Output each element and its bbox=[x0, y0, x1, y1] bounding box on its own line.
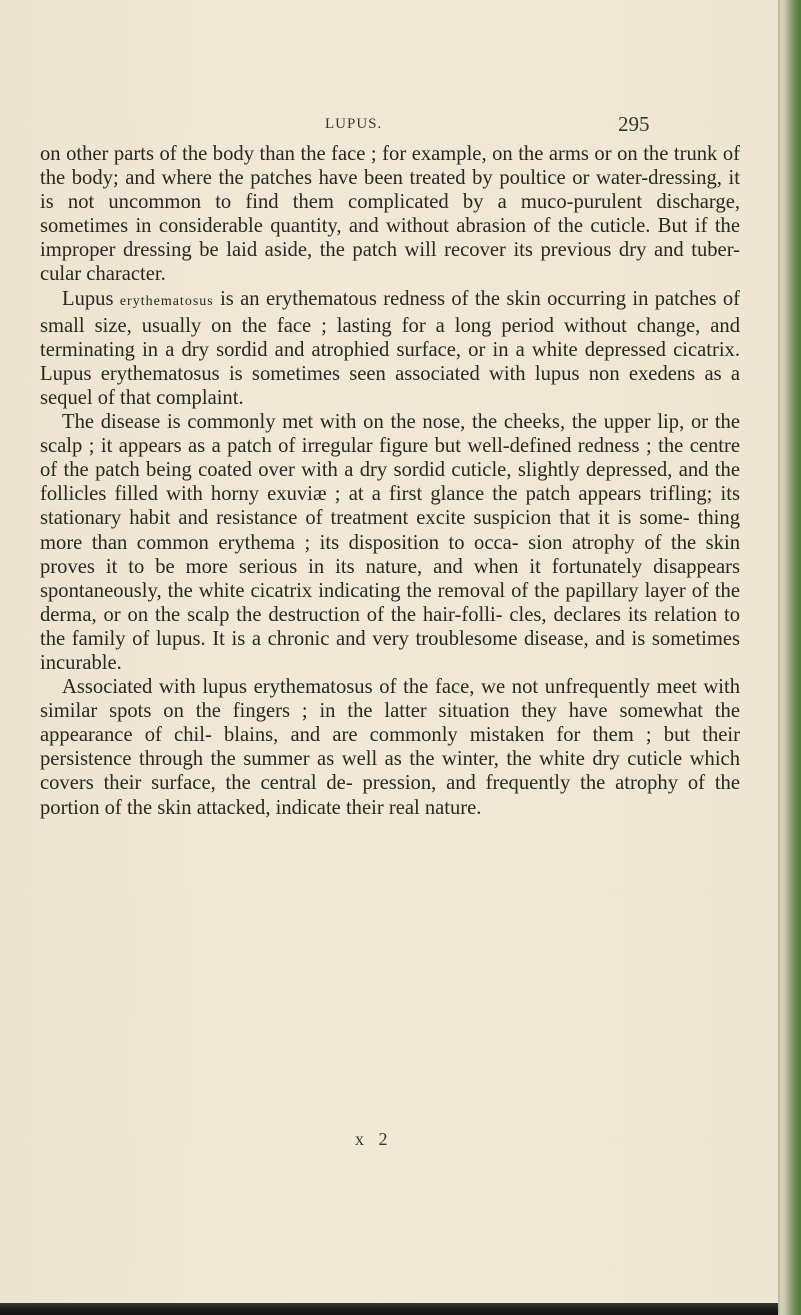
paragraph-4: Associated with lupus erythematosus of the face, we not unfrequently meet with similar spots on the fingers ; in the latter situation they have somewhat the appearance of chil- blains, and are commonly mistaken for them ; but their persistence through the summer as well as the winter, the white dry cuticle which covers their surface, the central de- pression, and frequently the atrophy of the portion of the skin attacked, indicate their real nature. bbox=[40, 676, 740, 819]
body-text bbox=[40, 142, 740, 820]
page-bottom-edge bbox=[0, 1303, 778, 1315]
paragraph-2 bbox=[40, 287, 740, 410]
page-number: 295 bbox=[618, 112, 650, 136]
running-head-title: LUPUS. bbox=[325, 116, 383, 132]
paragraph-3: The disease is commonly met with on the nose, the cheeks, the upper lip, or the scalp ; it appears as a patch of irregular figure but well-defined redness ; the centre of the patch being coated over with a dry sordid cuticle, slightly depressed, and the follicles filled with horny exuviæ ; at a first glance the patch appears trifling; its stationary habit and resistance of treatment excite suspicion that it is some- thing more than common erythema ; its disposition to occa- sion atrophy of the skin proves it to be more serious in its nature, and when it fortunately disappears spontaneously, the white cicatrix indicating the removal of the papillary layer of the derma, or on the scalp the destruction of the hair-folli- cles, declares its relation to the family of lupus. It is a chronic and very troublesome disease, and is sometimes incurable. bbox=[40, 411, 740, 674]
paragraph-2-text: is an erythematous redness of the skin occurring in patches of small size, usually on the face ; lasting for a long period without change, and terminating in a dry sordid and atrophied surface, or in a white depressed cicatrix. Lupus erythematosus is sometimes seen associated with lupus non exedens as a sequel of that complaint. bbox=[40, 287, 740, 409]
paragraph-1: on other parts of the body than the face ; for example, on the arms or on the trunk of the body; and where the patches have been treated by poultice or water-dressing, it is not uncommon to find them complicated by a muco-purulent discharge, sometimes in considerable quantity, and without abrasion of the cuticle. But if the improper dressing be laid aside, the patch will recover its previous dry and tuber- cular character. bbox=[40, 143, 740, 286]
running-head bbox=[0, 112, 778, 136]
signature-mark: x 2 bbox=[355, 1129, 393, 1149]
page-binding-edge bbox=[778, 0, 801, 1315]
paragraph-2-lead-smallcaps: erythematosus bbox=[119, 293, 214, 309]
paragraph-2-lead: Lupus bbox=[62, 287, 114, 310]
